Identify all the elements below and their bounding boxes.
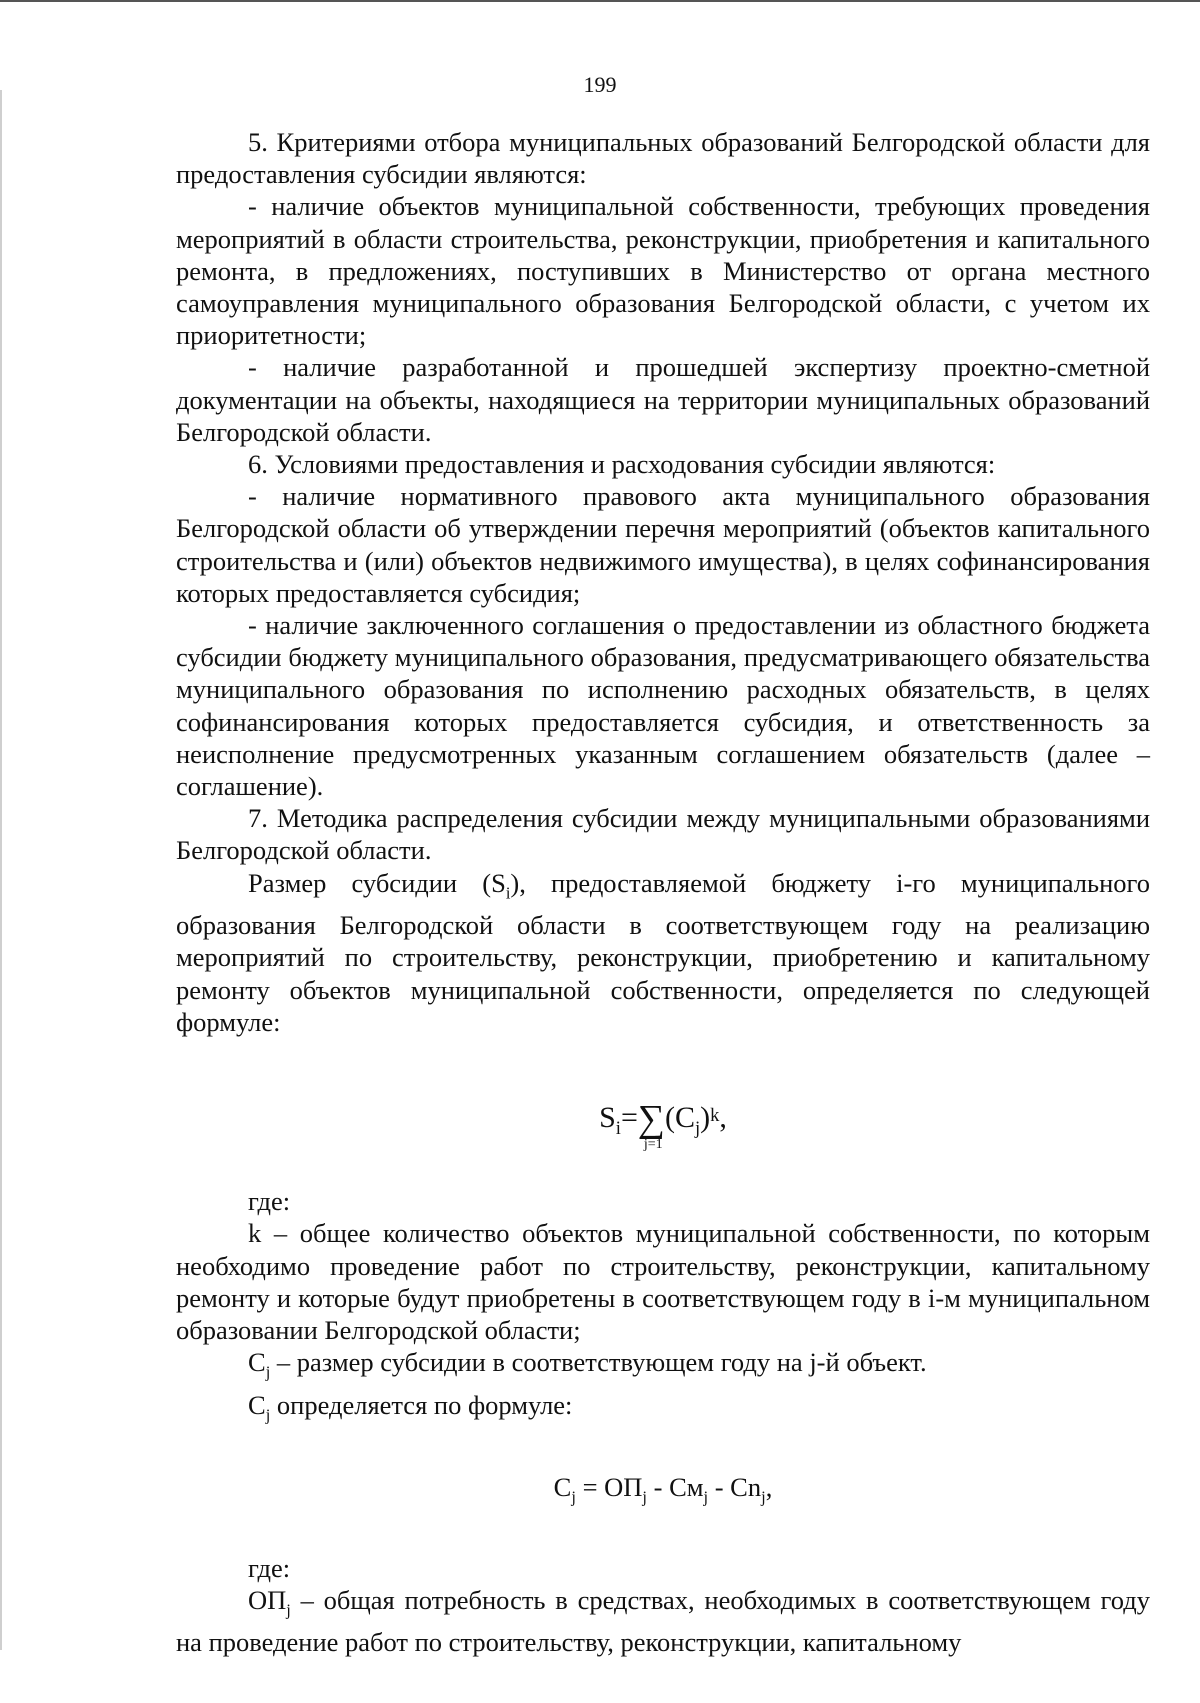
formula-cj [176, 1471, 1150, 1514]
paragraph-cj-definition [176, 1346, 1150, 1389]
formula-lhs: S [599, 1100, 616, 1134]
formula-term-close: ) [700, 1100, 711, 1134]
formula-subsidy [176, 1097, 1150, 1152]
formula-exponent: k [710, 1104, 720, 1126]
op-def-text: – общая потребность в средствах, необходимых в соответствующем году на проведение работ по строительству, реконструкции, капитальному [176, 1584, 1150, 1658]
paragraph-k-definition: k – общее количество объектов муниципальной собственности, по которым необходимо проведение работ по строительству, реконструкции, капитальному ремонту и которые будут приобретены в соответствующем году в i-м муниципальном образовании Белгородской области; [176, 1218, 1150, 1345]
paragraph-where-1: где: [248, 1186, 291, 1217]
formula2-c-sub: j [571, 1487, 576, 1507]
paragraph-criteria: 5. Критериями отбора муниципальных образований Белгородской области для предоставления субсидии являются: [176, 127, 1150, 190]
paragraph-conditions-item-1: - наличие нормативного правового акта муниципального образования Белгородской области об утверждении перечня мероприятий (объектов капитального строительства и (или) объектов недвижимого имущества), в целях софинансирования которых предоставляется субсидия; [176, 481, 1150, 608]
formula2-op: = ОП [575, 1472, 643, 1503]
paragraph-criteria-item-1: - наличие объектов муниципальной собственности, требующих проведения мероприятий в области строительства, реконструкции, приобретения и капитального ремонта, в предложениях, поступивших в Министерство от органа местного самоуправления муниципального образования Белгородской области, с учетом их приоритетности; [176, 191, 1150, 351]
document-body [176, 126, 1150, 1659]
page-number: 199 [583, 72, 617, 97]
sigma-lower-limit: j=1 [643, 1136, 663, 1152]
formula2-cn-sub: j [761, 1487, 766, 1507]
cj-sub: j [265, 1362, 271, 1382]
sigma-glyph: ∑ [637, 1097, 665, 1140]
formula2-cm: - См [647, 1472, 704, 1503]
paragraph-op-definition [176, 1584, 1150, 1659]
op-sub: j [286, 1600, 291, 1620]
cj-calc-main: C [248, 1389, 266, 1420]
paragraph-where-2: где: [248, 1552, 291, 1583]
formula2-cm-sub: j [703, 1487, 709, 1507]
op-main: ОП [248, 1584, 287, 1615]
cj-calc-text: определяется по формуле: [270, 1389, 573, 1420]
subsidy-size-post: ), предоставляемой бюджету i-го муниципального образования Белгородской области в соответствующем году на реализацию мероприятий по строительству, реконструкции, приобретению и капитальному ремонту объектов муниципальной собственности, определяется по следующей формуле: [176, 867, 1150, 1037]
sigma-symbol [637, 1097, 665, 1152]
paragraph-methodology: 7. Методика распределения субсидии между муниципальными образованиями Белгородской области. [176, 803, 1150, 866]
scan-edge-line [0, 90, 2, 1650]
formula-lhs-sub: i [615, 1117, 621, 1139]
paragraph-subsidy-size [176, 867, 1150, 1038]
paragraph-criteria-item-2: - наличие разработанной и прошедшей экспертизу проектно-сметной документации на объекты, находящиеся на территории муниципальных образований Белгородской области. [176, 352, 1150, 447]
formula-term-sub: j [694, 1117, 701, 1139]
paragraph-conditions: 6. Условиями предоставления и расходования субсидии являются: [248, 449, 996, 480]
formula2-tail: , [765, 1472, 773, 1503]
formula2-c: C [553, 1472, 572, 1503]
formula-tail: , [719, 1100, 727, 1134]
formula-term-open: (C [664, 1100, 695, 1134]
formula2-cn: - Сn [708, 1472, 762, 1503]
paragraph-cj-calc [176, 1389, 1150, 1432]
cj-def-text: – размер субсидии в соответствующем году на j-й объект. [270, 1347, 927, 1378]
formula-equals: = [620, 1100, 638, 1134]
subsidy-size-pre: Размер субсидии (S [248, 867, 506, 898]
formula2-op-sub: j [642, 1487, 647, 1507]
top-border-line [0, 0, 1200, 2]
paragraph-conditions-item-2: - наличие заключенного соглашения о предоставлении из областного бюджета субсидии бюджету муниципального образования, предусматривающего обязательства муниципального образования по исполнению расходных обязательств, в целях софинансирования которых предоставляется субсидия, и ответственность за неисполнение предусмотренных указанным соглашением обязательств (далее – соглашение). [176, 610, 1150, 802]
cj-main: C [248, 1347, 266, 1378]
cj-calc-sub: j [265, 1405, 271, 1424]
subsidy-size-sub: i [505, 882, 511, 902]
